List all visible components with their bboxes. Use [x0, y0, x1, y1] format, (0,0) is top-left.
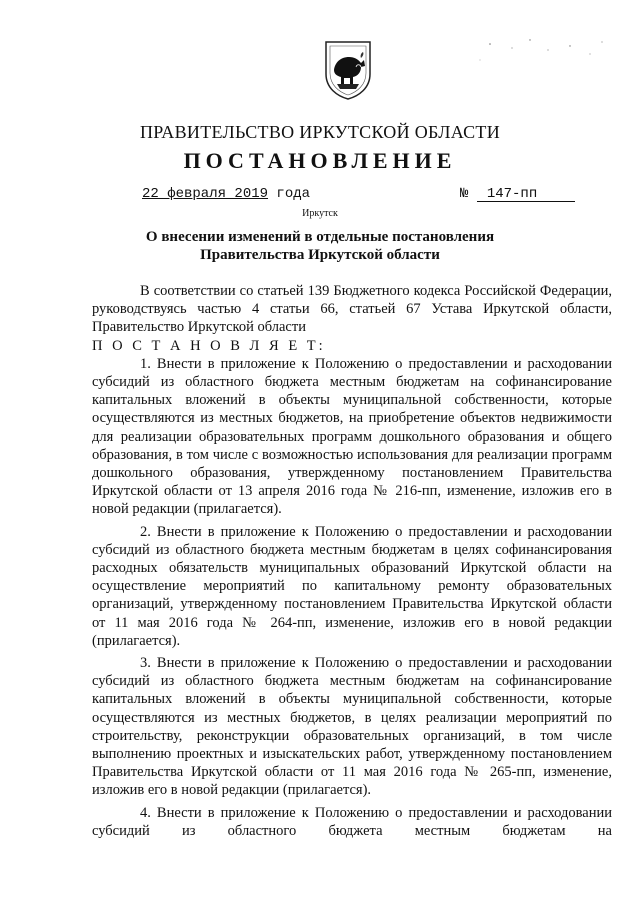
item-2: 2. Внести в приложение к Положению о предоставлении и расходовании субсидий из областного бюджета местным бюджетам в целях софинансирования расходных обязательств муниципальных образований Иркутской области на осуществление мероприятий по капитальному ремонту образовательных организаций, утвержденному постановлением Правительства Иркутской области от 11 мая 2016 года № 264-пп, изменение, изложив его в новой редакции (прилагается). — [92, 523, 612, 649]
item-4: 4. Внести в приложение к Положению о предоставлении и расходовании субсидий из областного бюджета местным бюджетам на — [92, 804, 612, 839]
city: Иркутск — [302, 208, 338, 219]
document-title: О внесении изменений в отдельные постановления Правительства Иркутской области — [145, 229, 495, 263]
number-value: 147-пп — [477, 187, 575, 202]
number-label: № — [460, 186, 469, 202]
scan-noise — [430, 20, 630, 80]
date-value: 22 февраля 2019 — [142, 186, 269, 202]
government-name: ПРАВИТЕЛЬСТВО ИРКУТСКОЙ ОБЛАСТИ — [139, 122, 501, 142]
document-body — [92, 282, 612, 840]
item-3: 3. Внести в приложение к Положению о предоставлении и расходовании субсидий из областного бюджета местным бюджетам на софинансирование капитальных вложений в объекты муниципальной собственности, которые осуществляются из местных бюджетов, в целях реализации мероприятий по строительству, реконструкции образовательных организаций, в том числе выполнению проектных и изыскательских работ, утвержденному постановлением Правительства Иркутской области от 11 мая 2016 года № 265-пп, изменение, изложив его в новой редакции (прилагается). — [92, 655, 612, 799]
coat-of-arms-icon — [323, 40, 373, 100]
resolves-heading: П О С Т А Н О В Л Я Е Т: — [92, 337, 326, 354]
document-type: ПОСТАНОВЛЕНИЕ — [183, 148, 457, 173]
preamble: В соответствии со статьей 139 Бюджетного кодекса Российской Федерации, руководствуясь частью 4 статьи 66, статьей 67 Устава Иркутской области, Правительство Иркутской области — [92, 283, 612, 336]
document-number — [460, 186, 575, 202]
document-date — [142, 186, 310, 202]
date-suffix: года — [268, 186, 311, 202]
item-1: 1. Внести в приложение к Положению о предоставлении и расходовании субсидий из областного бюджета местным бюджетам на софинансирование капитальных вложений в объекты муниципальной собственности, которые осуществляются из местных бюджетов, на приобретение объектов недвижимости для реализации образовательных программ дошкольного образования и общего образования, в том числе с возможностью использования для реализации программ дошкольного образования, утвержденному постановлением Правительства Иркутской области от 13 апреля 2016 года № 216-пп, изменение, изложив его в новой редакции (прилагается). — [92, 355, 612, 518]
